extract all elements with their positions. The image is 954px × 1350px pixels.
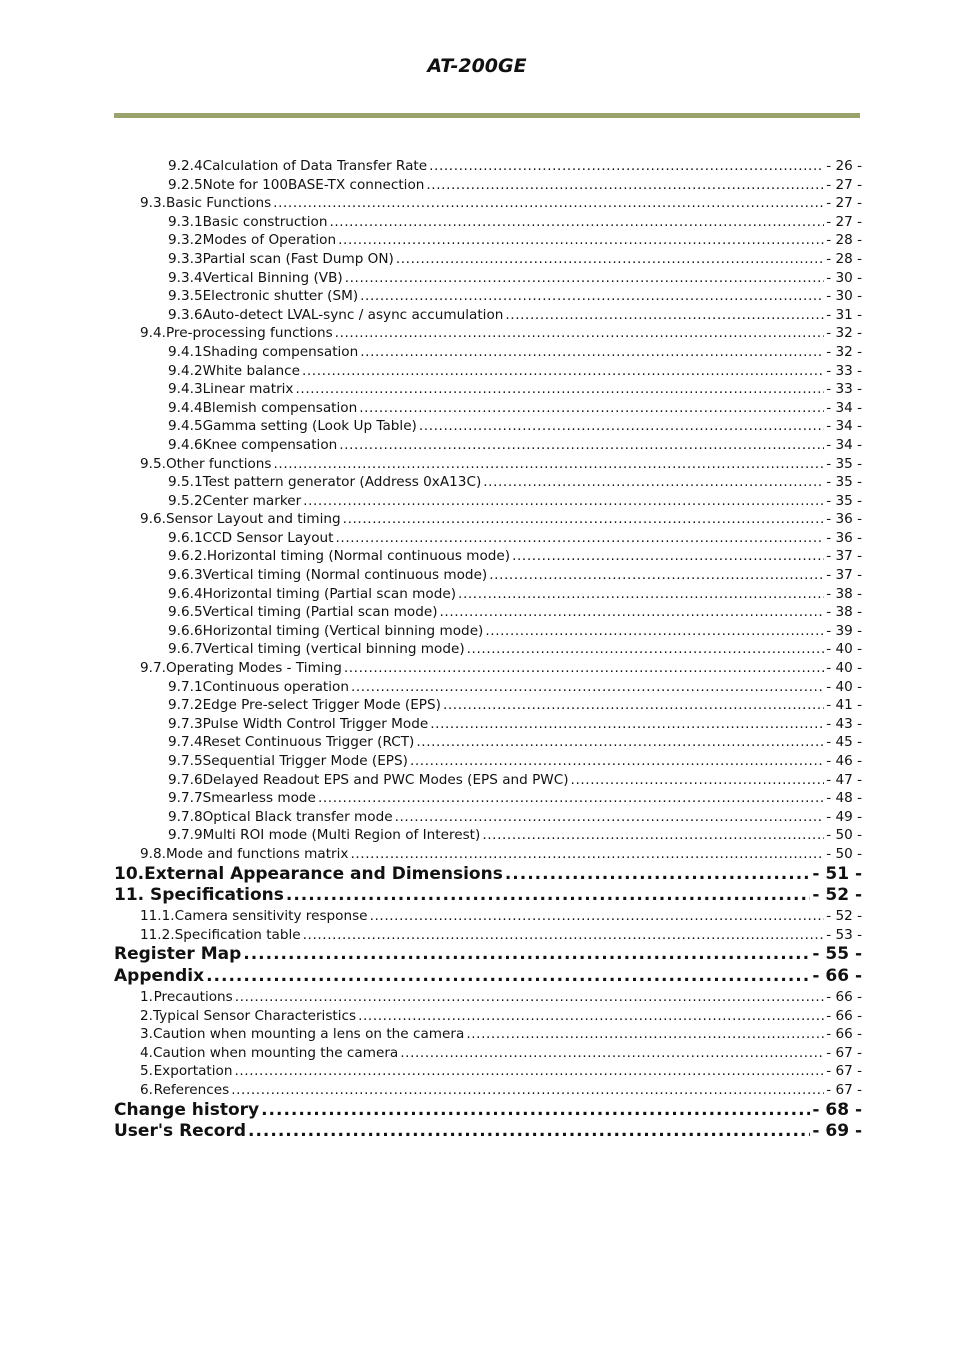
toc-entry-number: 4.: [140, 1044, 153, 1061]
toc-entry-number: 9.7.6: [168, 771, 203, 788]
toc-entry-title: Precautions: [153, 988, 233, 1005]
toc-entry-number: 9.5.1: [168, 474, 203, 491]
toc-entry-title: Partial scan (Fast Dump ON): [202, 250, 394, 267]
toc-entry-page: - 26 -: [826, 158, 862, 174]
toc-entry-number: 9.6.4: [168, 585, 203, 602]
toc-entry-number: 9.6.3: [168, 567, 203, 584]
toc-dot-leader: [400, 1044, 824, 1063]
toc-entry-number: 9.3.4: [168, 269, 203, 286]
toc-entry[interactable]: [114, 399, 862, 418]
toc-entry-number: 2.: [140, 1007, 153, 1024]
toc-entry-page: - 33 -: [826, 362, 862, 379]
toc-entry-title: Reset Continuous Trigger (RCT): [202, 734, 415, 751]
toc-entry[interactable]: [114, 696, 862, 715]
toc-dot-leader: [429, 157, 824, 176]
toc-dot-leader: [458, 585, 824, 604]
toc-entry[interactable]: [114, 789, 862, 808]
toc-dot-leader: [261, 1100, 810, 1122]
toc-dot-leader: [359, 399, 824, 418]
toc-entry-number: 9.2.5: [168, 176, 203, 193]
toc-entry[interactable]: [114, 640, 862, 659]
toc-entry-title: Basic Functions: [165, 195, 272, 212]
toc-entry-title: Delayed Readout EPS and PWC Modes (EPS and PWC): [202, 771, 569, 788]
toc-entry-number: 5.: [140, 1063, 153, 1080]
toc-entry-title: Horizontal timing (Partial scan mode): [202, 585, 457, 602]
toc-entry[interactable]: [114, 1062, 862, 1081]
toc-dot-leader: [345, 269, 825, 288]
toc-entry-title: Gamma setting (Look Up Table): [202, 418, 417, 435]
toc-entry-title: Basic construction: [202, 213, 328, 230]
toc-entry-title: Specification table: [174, 926, 301, 943]
toc-entry-number: 9.3.6: [168, 306, 203, 323]
toc-entry-title: Typical Sensor Characteristics: [152, 1007, 357, 1024]
toc-dot-leader: [512, 547, 824, 566]
toc-entry-title: Continuous operation: [202, 678, 349, 695]
toc-entry[interactable]: [114, 250, 862, 269]
toc-entry-number: 9.7.3: [168, 715, 203, 732]
toc-entry-page: - 38 -: [826, 585, 862, 602]
toc-entry-number: 9.6.6: [168, 622, 203, 639]
toc-entry-title: Horizontal timing (Normal continuous mode): [206, 548, 511, 565]
toc-entry[interactable]: [114, 417, 862, 436]
toc-dot-leader: [338, 231, 824, 250]
toc-entry[interactable]: [114, 436, 862, 455]
toc-entry-page: - 27 -: [826, 195, 862, 212]
toc-entry-title: 11. Specifications: [114, 885, 284, 906]
toc-entry-number: 9.4.6: [168, 436, 203, 453]
toc-entry-page: - 49 -: [826, 808, 862, 825]
toc-entry[interactable]: [114, 885, 862, 907]
toc-dot-leader: [335, 324, 825, 343]
toc-entry-number: 11.1.: [140, 908, 175, 925]
toc-dot-leader: [248, 1121, 810, 1143]
toc-entry-number: 9.6.5: [168, 604, 203, 621]
toc-entry[interactable]: [114, 213, 862, 232]
toc-entry[interactable]: [114, 752, 862, 771]
toc-entry-number: 9.2.4: [168, 158, 203, 174]
toc-dot-leader: [396, 250, 824, 269]
document-title: AT-200GE: [427, 55, 527, 77]
toc-entry-page: - 40 -: [826, 641, 862, 658]
toc-entry[interactable]: [114, 287, 862, 306]
toc-entry-page: - 38 -: [826, 604, 862, 621]
toc-entry[interactable]: [114, 566, 862, 585]
toc-entry[interactable]: [114, 966, 862, 988]
toc-entry[interactable]: [114, 926, 862, 945]
toc-entry-title: White balance: [202, 362, 300, 379]
toc-entry-title: Vertical timing (Normal continuous mode): [202, 567, 488, 584]
toc-entry[interactable]: [114, 1100, 862, 1122]
toc-entry-title: Modes of Operation: [202, 232, 337, 249]
toc-entry-page: - 41 -: [826, 697, 862, 714]
toc-entry[interactable]: [114, 510, 862, 529]
toc-dot-leader: [303, 492, 824, 511]
toc-entry[interactable]: [114, 1081, 862, 1100]
toc-entry-page: - 33 -: [826, 381, 862, 398]
header-divider: [114, 113, 860, 118]
toc-entry-number: 9.6.7: [168, 641, 203, 658]
toc-entry-number: 9.7.5: [168, 753, 203, 769]
toc-dot-leader: [485, 622, 824, 641]
toc-entry[interactable]: [114, 585, 862, 604]
toc-dot-leader: [235, 988, 825, 1007]
toc-entry[interactable]: [114, 845, 862, 864]
toc-dot-leader: [395, 808, 825, 827]
toc-entry-number: 1.: [140, 988, 153, 1005]
toc-dot-leader: [273, 455, 824, 474]
toc-entry[interactable]: [114, 1007, 862, 1026]
toc-entry[interactable]: [114, 622, 862, 641]
toc-dot-leader: [243, 944, 810, 966]
toc-entry-title: Sequential Trigger Mode (EPS): [202, 753, 408, 769]
toc-entry-title: Multi ROI mode (Multi Region of Interest): [202, 827, 481, 844]
toc-dot-leader: [482, 826, 824, 845]
toc-entry-page: - 66 -: [812, 966, 862, 987]
toc-dot-leader: [571, 771, 825, 790]
toc-entry-title: Mode and functions matrix: [165, 845, 349, 862]
toc-entry-page: - 35 -: [826, 474, 862, 491]
toc-entry-title: Pulse Width Control Trigger Mode: [202, 715, 429, 732]
toc-entry-page: - 46 -: [826, 753, 862, 769]
toc-entry-page: - 50 -: [826, 827, 862, 844]
toc-entry-title: Caution when mounting the camera: [152, 1044, 399, 1061]
toc-entry[interactable]: [114, 603, 862, 622]
toc-entry-page: - 45 -: [826, 734, 862, 751]
toc-entry-number: 9.4.3: [168, 381, 203, 398]
toc-entry-title: Pre-processing functions: [165, 325, 333, 342]
toc-entry[interactable]: [114, 194, 862, 213]
toc-entry[interactable]: [114, 473, 862, 492]
toc-entry-title: Center marker: [202, 492, 302, 509]
toc-entry-title: User's Record: [114, 1121, 247, 1142]
toc-entry-title: Appendix: [114, 966, 205, 987]
toc-entry-title: Caution when mounting a lens on the camera: [152, 1026, 465, 1043]
toc-entry-page: - 67 -: [826, 1081, 862, 1098]
toc-entry[interactable]: [114, 907, 862, 926]
toc-entry[interactable]: [114, 988, 862, 1007]
toc-entry-page: - 34 -: [826, 418, 862, 435]
toc-dot-leader: [286, 885, 811, 907]
toc-entry[interactable]: [114, 269, 862, 288]
toc-entry-number: 9.7.7: [168, 790, 203, 807]
toc-entry[interactable]: [114, 808, 862, 827]
toc-entry-title: Optical Black transfer mode: [202, 808, 393, 825]
toc-entry-number: 9.4.1: [168, 343, 203, 360]
toc-entry-title: Horizontal timing (Vertical binning mode): [202, 622, 484, 639]
toc-dot-leader: [489, 566, 824, 585]
toc-entry-page: - 67 -: [826, 1063, 862, 1080]
toc-entry-number: 9.4.: [140, 325, 166, 342]
toc-entry-title: Camera sensitivity response: [174, 908, 368, 925]
toc-entry-number: 9.7.1: [168, 678, 203, 695]
toc-entry-page: - 67 -: [826, 1044, 862, 1061]
toc-dot-leader: [426, 176, 824, 195]
toc-entry[interactable]: [114, 455, 862, 474]
toc-entry[interactable]: [114, 380, 862, 399]
toc-entry-title: Knee compensation: [202, 436, 338, 453]
toc-entry[interactable]: [114, 306, 862, 325]
toc-entry[interactable]: [114, 529, 862, 548]
toc-dot-leader: [344, 659, 824, 678]
toc-entry[interactable]: [114, 231, 862, 250]
toc-entry-number: 9.7.8: [168, 808, 203, 825]
toc-dot-leader: [343, 510, 825, 529]
toc-entry-page: - 28 -: [826, 250, 862, 267]
toc-entry-number: 9.7.2: [168, 697, 203, 714]
toc-entry[interactable]: [114, 176, 862, 195]
toc-entry[interactable]: [114, 864, 862, 886]
table-of-contents: [114, 157, 862, 1143]
toc-entry-page: - 51 -: [812, 863, 862, 884]
toc-dot-leader: [350, 845, 824, 864]
toc-dot-leader: [295, 380, 824, 399]
toc-dot-leader: [467, 640, 825, 659]
toc-entry[interactable]: [114, 771, 862, 790]
toc-entry-title: Blemish compensation: [202, 399, 358, 416]
toc-entry-title: Edge Pre-select Trigger Mode (EPS): [202, 697, 441, 714]
toc-entry-title: Smearless mode: [202, 790, 316, 807]
toc-entry-number: 9.3.3: [168, 250, 203, 267]
toc-entry[interactable]: [114, 1044, 862, 1063]
toc-entry[interactable]: [114, 715, 862, 734]
toc-dot-leader: [336, 529, 825, 548]
toc-dot-leader: [419, 417, 824, 436]
toc-dot-leader: [360, 287, 824, 306]
toc-entry-title: Sensor Layout and timing: [165, 511, 341, 528]
toc-entry-page: - 66 -: [826, 988, 862, 1005]
toc-entry-number: 9.4.2: [168, 362, 203, 379]
toc-entry-page: - 36 -: [826, 511, 862, 528]
toc-entry-number: 9.5.: [140, 455, 166, 472]
toc-entry-title: Operating Modes - Timing: [165, 660, 342, 677]
toc-entry-page: - 37 -: [826, 567, 862, 584]
toc-entry-number: 6.: [140, 1081, 153, 1098]
toc-entry-title: Electronic shutter (SM): [202, 288, 359, 305]
toc-entry-page: - 39 -: [826, 622, 862, 639]
toc-entry-page: - 36 -: [826, 529, 862, 546]
toc-entry-number: 9.6.: [140, 511, 166, 528]
toc-entry[interactable]: [114, 826, 862, 845]
toc-entry-page: - 47 -: [826, 771, 862, 788]
toc-entry-page: - 35 -: [826, 455, 862, 472]
toc-entry-title: Exportation: [153, 1063, 233, 1080]
toc-entry[interactable]: [114, 492, 862, 511]
toc-entry-page: - 40 -: [826, 678, 862, 695]
toc-entry-number: 9.4.5: [168, 418, 203, 435]
toc-entry-page: - 50 -: [826, 845, 862, 862]
toc-entry-number: 9.7.: [140, 660, 166, 677]
toc-dot-leader: [358, 1007, 824, 1026]
toc-dot-leader: [440, 603, 825, 622]
toc-entry-page: - 30 -: [826, 269, 862, 286]
toc-entry-number: 9.3.5: [168, 288, 203, 305]
toc-entry-page: - 53 -: [826, 926, 862, 943]
toc-entry-title: Note for 100BASE-TX connection: [202, 176, 425, 193]
toc-dot-leader: [483, 473, 824, 492]
toc-entry-page: - 48 -: [826, 790, 862, 807]
toc-entry[interactable]: [114, 1025, 862, 1044]
toc-dot-leader: [370, 907, 825, 926]
toc-entry[interactable]: [114, 343, 862, 362]
toc-entry-title: Register Map: [114, 944, 242, 965]
toc-dot-leader: [318, 789, 824, 808]
toc-entry-page: - 37 -: [826, 548, 862, 565]
toc-dot-leader: [234, 1062, 824, 1081]
toc-entry-page: - 66 -: [826, 1026, 862, 1043]
toc-dot-leader: [410, 752, 824, 771]
toc-dot-leader: [206, 966, 810, 988]
toc-entry-page: - 34 -: [826, 436, 862, 453]
toc-entry[interactable]: [114, 944, 862, 966]
toc-entry[interactable]: [114, 157, 862, 176]
toc-entry-title: Test pattern generator (Address 0xA13C): [202, 474, 482, 491]
toc-entry-title: Change history: [114, 1099, 260, 1120]
toc-entry-number: 3.: [140, 1026, 153, 1043]
toc-entry-page: - 66 -: [826, 1007, 862, 1024]
toc-dot-leader: [466, 1025, 824, 1044]
toc-dot-leader: [416, 733, 824, 752]
toc-entry-page: - 28 -: [826, 232, 862, 249]
toc-entry-page: - 43 -: [826, 715, 862, 732]
toc-dot-leader: [360, 343, 824, 362]
toc-entry-page: - 40 -: [826, 660, 862, 677]
toc-entry-number: 9.7.9: [168, 827, 203, 844]
toc-dot-leader: [505, 306, 824, 325]
toc-entry-title: External Appearance and Dimensions: [144, 863, 503, 884]
toc-entry-page: - 27 -: [826, 213, 862, 230]
toc-entry-title: CCD Sensor Layout: [202, 529, 334, 546]
toc-entry-page: - 34 -: [826, 399, 862, 416]
toc-entry[interactable]: [114, 362, 862, 381]
toc-entry-page: - 32 -: [826, 325, 862, 342]
toc-entry-number: 10.: [114, 863, 145, 884]
toc-entry-number: 9.3.2: [168, 232, 203, 249]
toc-entry-page: - 31 -: [826, 306, 862, 323]
toc-entry-page: - 32 -: [826, 343, 862, 360]
toc-entry-number: 9.3.: [140, 195, 166, 212]
toc-entry-page: - 69 -: [812, 1121, 862, 1142]
toc-dot-leader: [430, 715, 824, 734]
toc-entry-number: 11.2.: [140, 926, 175, 943]
toc-dot-leader: [339, 436, 824, 455]
toc-entry-number: 9.6.1: [168, 529, 203, 546]
toc-entry-page: - 52 -: [812, 885, 862, 906]
toc-entry[interactable]: [114, 659, 862, 678]
toc-entry-page: - 30 -: [826, 288, 862, 305]
toc-dot-leader: [443, 696, 824, 715]
toc-entry-page: - 35 -: [826, 492, 862, 509]
toc-entry[interactable]: [114, 1121, 862, 1143]
toc-dot-leader: [231, 1081, 824, 1100]
toc-dot-leader: [505, 864, 811, 886]
toc-dot-leader: [302, 362, 824, 381]
toc-entry-title: Vertical timing (Partial scan mode): [202, 604, 438, 621]
toc-entry-page: - 27 -: [826, 176, 862, 193]
toc-entry-page: - 52 -: [826, 908, 862, 925]
toc-entry-number: 9.4.4: [168, 399, 203, 416]
toc-entry[interactable]: [114, 547, 862, 566]
toc-entry[interactable]: [114, 324, 862, 343]
toc-entry-page: - 68 -: [812, 1099, 862, 1120]
toc-entry-title: Other functions: [165, 455, 272, 472]
toc-entry-title: Vertical Binning (VB): [202, 269, 343, 286]
toc-entry-title: Auto-detect LVAL-sync / async accumulation: [202, 306, 504, 323]
toc-entry-title: Linear matrix: [202, 381, 294, 398]
toc-entry-title: Vertical timing (vertical binning mode): [202, 641, 465, 658]
toc-entry-number: 9.8.: [140, 845, 166, 862]
toc-entry-page: - 55 -: [812, 944, 862, 965]
toc-dot-leader: [273, 194, 824, 213]
toc-entry-number: 9.3.1: [168, 213, 203, 230]
toc-entry-title: References: [153, 1081, 230, 1098]
toc-entry-title: Shading compensation: [202, 343, 359, 360]
toc-entry-number: 9.5.2: [168, 492, 203, 509]
toc-entry-title: Calculation of Data Transfer Rate: [202, 158, 428, 174]
toc-dot-leader: [303, 926, 825, 945]
toc-entry[interactable]: [114, 733, 862, 752]
toc-entry[interactable]: [114, 678, 862, 697]
toc-entry-number: 9.7.4: [168, 734, 203, 751]
toc-entry-number: 9.6.2.: [168, 548, 207, 565]
toc-dot-leader: [329, 213, 824, 232]
toc-dot-leader: [351, 678, 824, 697]
